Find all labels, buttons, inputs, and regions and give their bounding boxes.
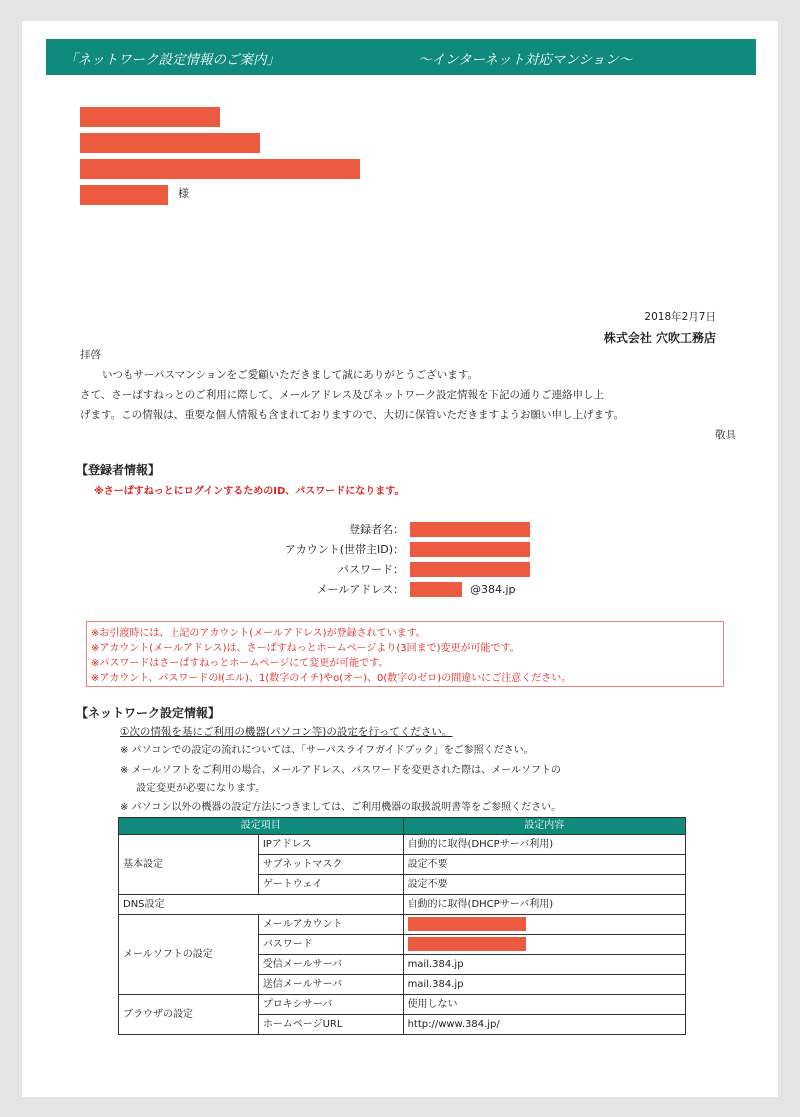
send-server-value: mail.384.jp — [403, 975, 685, 995]
network-note-3: 設定変更が必要になります。 — [136, 783, 266, 794]
proxy-label: プロキシサーバ — [258, 995, 403, 1015]
ip-label: IPアドレス — [258, 835, 403, 855]
network-heading: 【ネットワーク設定情報】 — [76, 706, 221, 720]
network-note-2: ※ メールソフトをご利用の場合、メールアドレス、パスワードを変更された際は、メールソフトの — [120, 765, 561, 776]
mail-password-value — [403, 935, 685, 955]
header-title: 「ネットワーク設定情報のご案内」 — [64, 52, 280, 68]
col-value-header: 設定内容 — [403, 818, 685, 835]
notice-box — [86, 621, 724, 687]
document-page — [22, 21, 778, 1097]
subnet-value: 設定不要 — [403, 855, 685, 875]
redacted-registrant-name — [410, 522, 530, 537]
mail-account-label: メールアカウント — [258, 915, 403, 935]
redacted-password — [410, 562, 530, 577]
registrant-name-label: 登録者名： — [349, 523, 404, 536]
gateway-label: ゲートウェイ — [258, 875, 403, 895]
account-label: アカウント(世帯主ID)： — [284, 543, 404, 556]
col-item-header: 設定項目 — [119, 818, 404, 835]
registrant-note: ※さーぱすねっとにログインするためのID、パスワードになります。 — [94, 486, 405, 497]
table-row — [119, 915, 686, 935]
company-name: 株式会社 穴吹工務店 — [603, 331, 716, 345]
redacted-address-line-3 — [80, 159, 360, 179]
recipient-honorific: 様 — [178, 187, 189, 200]
recv-server-label: 受信メールサーバ — [258, 955, 403, 975]
gateway-value: 設定不要 — [403, 875, 685, 895]
email-label: メールアドレス： — [316, 583, 404, 596]
basic-settings-cell: 基本設定 — [119, 835, 259, 895]
table-row — [119, 895, 686, 915]
notice-line-3: ※パスワードはさーぱすねっとホームページにて変更が可能です。 — [91, 658, 389, 669]
header-subtitle: ～インターネット対応マンション～ — [418, 52, 633, 68]
mail-settings-cell: メールソフトの設定 — [119, 915, 259, 995]
browser-settings-cell: ブラウザの設定 — [119, 995, 259, 1035]
ip-value: 自動的に取得(DHCPサーバ利用) — [403, 835, 685, 855]
redacted-mail-account — [408, 917, 526, 931]
mail-account-value — [403, 915, 685, 935]
send-server-label: 送信メールサーバ — [258, 975, 403, 995]
mail-password-label: パスワード — [258, 935, 403, 955]
registrant-heading: 【登録者情報】 — [76, 463, 161, 477]
greeting-closing: 敬具 — [715, 429, 736, 441]
table-row — [119, 835, 686, 855]
redacted-account — [410, 542, 530, 557]
table-header-row — [119, 818, 686, 835]
homepage-value: http://www.384.jp/ — [403, 1015, 685, 1035]
greeting-line-3: げます。この情報は、重要な個人情報も含まれておりますので、大切に保管いただきますようお願い申し上げます。 — [80, 409, 625, 421]
letter-date: 2018年2月7日 — [644, 311, 716, 323]
redacted-address-line-1 — [80, 107, 220, 127]
homepage-label: ホームページURL — [258, 1015, 403, 1035]
table-row — [119, 995, 686, 1015]
proxy-value: 使用しない — [403, 995, 685, 1015]
email-domain: @384.jp — [470, 583, 516, 596]
header-bar — [46, 39, 756, 75]
network-note-4: ※ パソコン以外の機器の設定方法につきましては、ご利用機器の取扱説明書等をご参照ください。 — [120, 802, 562, 813]
network-note-1: ※ パソコンでの設定の流れについては、「サーパスライフガイドブック」をご参照ください。 — [120, 745, 534, 756]
greeting-line-1: いつもサーパスマンションをご愛顧いただきまして誠にありがとうございます。 — [102, 369, 478, 381]
greeting-line-2: さて、さーぱすねっとのご利用に際して、メールアドレス及びネットワーク設定情報を下記の通りご連絡申し上 — [80, 389, 605, 401]
dns-label: DNS設定 — [119, 895, 404, 915]
recv-server-value: mail.384.jp — [403, 955, 685, 975]
notice-line-1: ※お引渡時には、上記のアカウント(メールアドレス)が登録されています。 — [91, 628, 426, 639]
notice-line-4: ※アカウント、パスワードのl(エル)、1(数字のイチ)やo(オー)、0(数字のゼロ)の間違いにご注意ください。 — [91, 673, 572, 684]
redacted-mail-password — [408, 937, 526, 951]
dns-value: 自動的に取得(DHCPサーバ利用) — [403, 895, 685, 915]
network-intro: ①次の情報を基にご利用の機器(パソコン等)の設定を行ってください。 — [120, 726, 453, 738]
notice-line-2: ※アカウント(メールアドレス)は、さーぱすねっとホームページより(3回まで)変更が可能です。 — [91, 643, 520, 654]
redacted-address-line-2 — [80, 133, 260, 153]
password-label: パスワード： — [338, 563, 404, 576]
redacted-recipient-name — [80, 185, 168, 205]
subnet-label: サブネットマスク — [258, 855, 403, 875]
network-settings-table — [118, 817, 686, 1035]
redacted-email-local — [410, 582, 462, 597]
greeting-opening: 拝啓 — [80, 349, 101, 361]
